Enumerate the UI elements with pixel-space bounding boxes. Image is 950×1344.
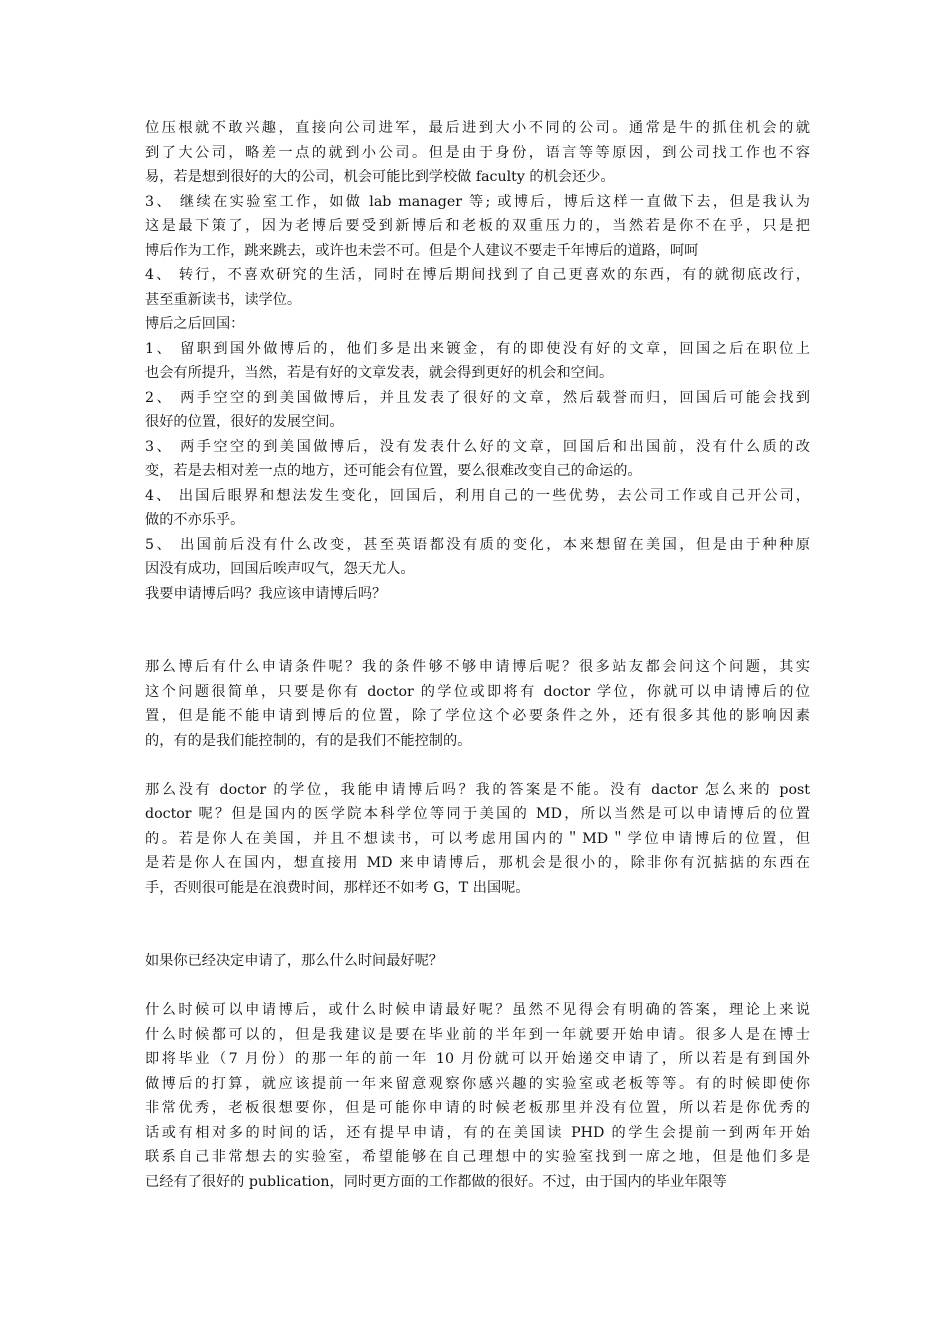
text-line: 这是最下策了，因为老博后要受到新博后和老板的双重压力的，当然若是你不在乎，只是把 [145, 218, 810, 234]
text-line: 做的不亦乐乎。 [145, 512, 245, 528]
text-line: 非常优秀，老板很想要你，但是可能你申请的时候老板那里并没有位置，所以若是你优秀的 [145, 1100, 810, 1116]
text-line: 这个问题很简单，只要是你有 doctor 的学位或即将有 doctor 学位，你就可以申请博后的位 [145, 683, 810, 700]
paragraph-gap [145, 606, 810, 655]
text-line: 做博后的打算，就应该提前一年来留意观察你感兴趣的实验室或老板等等。有的时候即使你 [145, 1075, 810, 1092]
text-line: 即将毕业（7 月份）的那一年的前一年 10 月份就可以开始递交申请了，所以若是有到国外 [145, 1051, 810, 1067]
paragraph [145, 312, 810, 337]
text-line: 的，有的是我们能控制的，有的是我们不能控制的。 [145, 732, 472, 749]
paragraph [145, 533, 810, 582]
paragraph-gap [145, 974, 810, 999]
text-line: 如果你已经决定申请了，那么什么时间最好呢？ [145, 953, 443, 969]
text-line: 3、 继续在实验室工作，如做 lab manager 等; 或博后，博后这样一直做下去，但是我认为 [145, 193, 810, 210]
text-line: 因没有成功，回国后唉声叹气，怨天尤人。 [145, 561, 415, 577]
text-line: 到了大公司，略差一点的就到小公司。但是由于身份，语言等等原因，到公司找工作也不容 [145, 144, 810, 161]
text-line: doctor 呢？但是国内的医学院本科学位等同于美国的 MD，所以当然是可以申请博后的位置 [145, 806, 810, 822]
text-line: 也会有所提升，当然，若是有好的文章发表，就会得到更好的机会和空间。 [145, 365, 614, 381]
paragraph [145, 949, 810, 974]
text-line: 变，若是去相对差一点的地方，还可能会有位置，要么很难改变自己的命运的。 [145, 463, 642, 479]
paragraph [145, 998, 810, 1194]
text-line: 4、 转行，不喜欢研究的生活，同时在博后期间找到了自己更喜欢的东西，有的就彻底改行， [145, 267, 810, 283]
text-line: 5、 出国前后没有什么改变，甚至英语都没有质的变化，本来想留在美国，但是由于种种原 [145, 536, 810, 553]
text-line: 置，但是能不能申请到博后的位置，除了学位这个必要条件之外，还有很多其他的影响因素 [145, 708, 810, 724]
text-line: 联系自己非常想去的实验室，希望能够在自己理想中的实验室找到一席之地，但是他们多是 [145, 1149, 810, 1165]
text-line: 易，若是想到很好的大的公司，机会可能比到学校做 faculty 的机会还少。 [145, 169, 615, 185]
text-line: 是若是你人在国内，想直接用 MD 来申请博后，那机会是很小的，除非你有沉掂掂的东西在 [145, 855, 810, 871]
text-line: 甚至重新读书，读学位。 [145, 291, 302, 308]
text-line: 博后之后回国： [145, 316, 245, 332]
paragraph [145, 582, 810, 607]
paragraph [145, 655, 810, 753]
paragraph [145, 778, 810, 901]
text-line: 已经有了很好的 publication，同时更方面的工作都做的很好。不过，由于国内的毕业年限等 [145, 1173, 727, 1190]
text-line: 那么博后有什么申请条件呢？我的条件够不够申请博后呢？很多站友都会问这个问题，其实 [145, 659, 810, 675]
document-body [145, 116, 810, 1194]
text-line: 博后作为工作，跳来跳去，或许也未尝不可。但是个人建议不要走千年博后的道路，呵呵 [145, 242, 699, 259]
text-line: 3、 两手空空的到美国做博后，没有发表什么好的文章，回国后和出国前，没有什么质的改 [145, 438, 810, 455]
text-line: 我要申请博后吗？我应该申请博后吗？ [145, 585, 387, 602]
text-line: 手，否则很可能是在浪费时间，那样还不如考 G，T 出国呢。 [145, 879, 530, 896]
paragraph [145, 484, 810, 533]
paragraph [145, 386, 810, 435]
text-line: 2、 两手空空的到美国做博后，并且发表了很好的文章，然后载誉而归，回国后可能会找到 [145, 389, 810, 406]
paragraph-gap [145, 900, 810, 949]
paragraph [145, 337, 810, 386]
text-line: 什么时候可以申请博后，或什么时候申请最好呢？虽然不见得会有明确的答案，理论上来说 [145, 1002, 810, 1018]
paragraph [145, 263, 810, 312]
text-line: 1、 留职到国外做博后的，他们多是出来镀金，有的即使没有好的文章，回国之后在职位上 [145, 340, 810, 357]
text-line: 那么没有 doctor 的学位，我能申请博后吗？我的答案是不能。没有 dactor 怎么来的 post [145, 781, 810, 798]
text-line: 位压根就不敢兴趣，直接向公司进军，最后进到大小不同的公司。通常是牛的抓住机会的就 [145, 120, 810, 136]
text-line: 什么时候都可以的，但是我建议是要在毕业前的半年到一年就要开始申请。很多人是在博士 [145, 1026, 810, 1043]
paragraph [145, 190, 810, 264]
text-line: 的。若是你人在美国，并且不想读书，可以考虑用国内的＂MD＂学位申请博后的位置，但 [145, 830, 810, 847]
text-line: 很好的位置，很好的发展空间。 [145, 414, 344, 430]
paragraph-gap [145, 753, 810, 778]
paragraph [145, 116, 810, 190]
paragraph [145, 435, 810, 484]
text-line: 话或有相对多的时间的话，还有提早申请，有的在美国读 PHD 的学生会提前一到两年开始 [145, 1124, 810, 1141]
text-line: 4、 出国后眼界和想法发生变化，回国后，利用自己的一些优势，去公司工作或自己开公司， [145, 487, 810, 504]
